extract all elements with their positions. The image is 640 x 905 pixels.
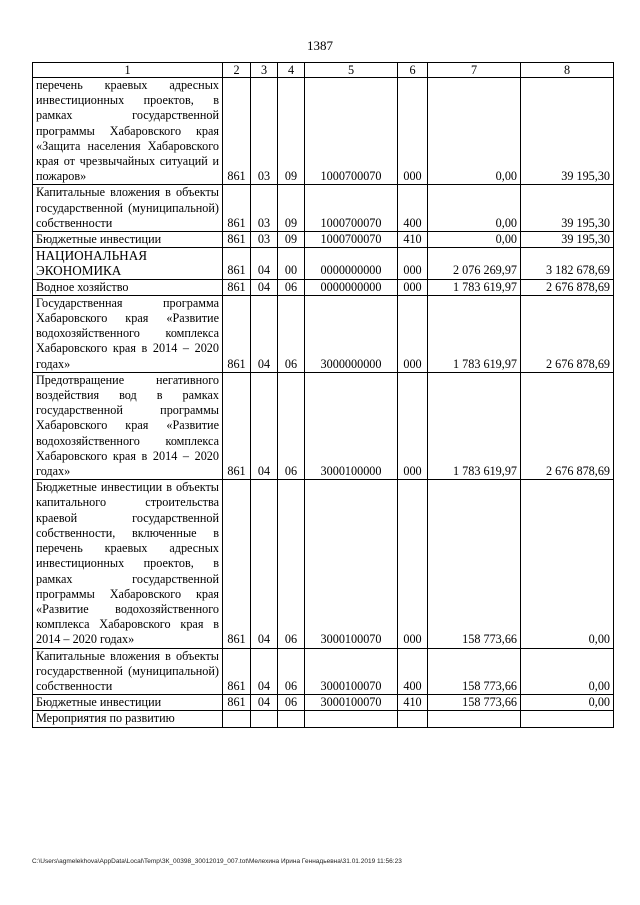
section-cell: 03 [251,185,278,232]
header-cell: 7 [428,63,521,78]
target-article-cell: 0000000000 [305,279,398,295]
section-cell: 04 [251,248,278,279]
footer-file-path: C:\Users\agmelekhova\AppData\Local\Temp\ЗК_00398_30012019_007.tot\Мелехина Ирина Геннадьевна\31.01.2019 11:56:23 [32,858,402,865]
target-article-cell: 3000100070 [305,695,398,711]
row-description: Капитальные вложения в объекты государственной (муниципальной) собственности [33,648,223,695]
header-cell: 6 [398,63,428,78]
header-cell: 1 [33,63,223,78]
table-row [33,78,614,185]
row-description: Капитальные вложения в объекты государственной (муниципальной) собственности [33,185,223,232]
table-row [33,372,614,479]
amount-col8-cell: 0,00 [521,480,614,648]
amount-col7-cell: 158 773,66 [428,648,521,695]
subsection-cell: 00 [278,248,305,279]
header-cell: 5 [305,63,398,78]
subsection-cell: 06 [278,695,305,711]
amount-col7-cell: 158 773,66 [428,695,521,711]
expense-type-cell: 410 [398,232,428,248]
target-article-cell [305,711,398,727]
amount-col7-cell: 1 783 619,97 [428,295,521,372]
header-cell: 4 [278,63,305,78]
subsection-cell: 06 [278,372,305,479]
amount-col8-cell: 0,00 [521,648,614,695]
table-row [33,279,614,295]
target-article-cell: 1000700070 [305,185,398,232]
subsection-cell: 09 [278,78,305,185]
subsection-cell: 09 [278,232,305,248]
section-cell: 04 [251,648,278,695]
subsection-cell: 09 [278,185,305,232]
budget-table [32,62,614,728]
expense-type-cell: 000 [398,295,428,372]
grbs-cell: 861 [223,232,251,248]
page-number: 1387 [307,38,333,53]
expense-type-cell: 000 [398,372,428,479]
subsection-cell: 06 [278,648,305,695]
table-row [33,232,614,248]
amount-col8-cell: 0,00 [521,695,614,711]
amount-col8-cell: 39 195,30 [521,78,614,185]
grbs-cell: 861 [223,480,251,648]
amount-col7-cell [428,711,521,727]
table-row [33,480,614,648]
expense-type-cell: 400 [398,648,428,695]
grbs-cell: 861 [223,78,251,185]
section-cell: 03 [251,232,278,248]
target-article-cell: 3000000000 [305,295,398,372]
amount-col8-cell: 39 195,30 [521,185,614,232]
amount-col7-cell: 1 783 619,97 [428,372,521,479]
amount-col7-cell: 2 076 269,97 [428,248,521,279]
section-cell: 04 [251,295,278,372]
row-description: Бюджетные инвестиции в объекты капитального строительства краевой государственной собственности, включенные в перечень краевых адресных инвестиционных проектов, в рамках государственной программы Хабаровского края «Развитие водохозяйственного комплекса Хабаровского края в 2014 – 2020 годах» [33,480,223,648]
grbs-cell: 861 [223,372,251,479]
section-cell: 03 [251,78,278,185]
row-description: НАЦИОНАЛЬНАЯ ЭКОНОМИКА [33,248,223,279]
grbs-cell [223,711,251,727]
target-article-cell: 0000000000 [305,248,398,279]
grbs-cell: 861 [223,185,251,232]
expense-type-cell [398,711,428,727]
header-cell: 2 [223,63,251,78]
table-row [33,248,614,279]
table-row [33,185,614,232]
amount-col8-cell [521,711,614,727]
section-cell: 04 [251,695,278,711]
row-description: перечень краевых адресных инвестиционных проектов, в рамках государственной программы Хабаровского края «Защита населения Хабаровского края от чрезвычайных ситуаций и пожаров» [33,78,223,185]
amount-col8-cell: 2 676 878,69 [521,295,614,372]
amount-col7-cell: 158 773,66 [428,480,521,648]
target-article-cell: 1000700070 [305,78,398,185]
target-article-cell: 3000100070 [305,648,398,695]
section-cell: 04 [251,372,278,479]
row-description: Бюджетные инвестиции [33,232,223,248]
row-description: Предотвращение негативного воздействия вод в рамках государственной программы Хабаровского края «Развитие водохозяйственного комплекса Хабаровского края в 2014 – 2020 годах» [33,372,223,479]
row-description: Мероприятия по развитию [33,711,223,727]
subsection-cell: 06 [278,295,305,372]
header-cell: 8 [521,63,614,78]
subsection-cell: 06 [278,480,305,648]
table-row [33,695,614,711]
amount-col7-cell: 1 783 619,97 [428,279,521,295]
amount-col7-cell: 0,00 [428,78,521,185]
expense-type-cell: 400 [398,185,428,232]
target-article-cell: 3000100070 [305,480,398,648]
table-row [33,711,614,727]
amount-col7-cell: 0,00 [428,185,521,232]
table-row [33,295,614,372]
expense-type-cell: 000 [398,78,428,185]
header-cell: 3 [251,63,278,78]
target-article-cell: 1000700070 [305,232,398,248]
expense-type-cell: 000 [398,248,428,279]
amount-col7-cell: 0,00 [428,232,521,248]
amount-col8-cell: 2 676 878,69 [521,279,614,295]
target-article-cell: 3000100000 [305,372,398,479]
amount-col8-cell: 2 676 878,69 [521,372,614,479]
grbs-cell: 861 [223,695,251,711]
row-description: Бюджетные инвестиции [33,695,223,711]
amount-col8-cell: 3 182 678,69 [521,248,614,279]
subsection-cell [278,711,305,727]
grbs-cell: 861 [223,648,251,695]
grbs-cell: 861 [223,279,251,295]
subsection-cell: 06 [278,279,305,295]
section-cell: 04 [251,279,278,295]
amount-col8-cell: 39 195,30 [521,232,614,248]
header-row [33,63,614,78]
table-row [33,648,614,695]
row-description: Водное хозяйство [33,279,223,295]
grbs-cell: 861 [223,295,251,372]
expense-type-cell: 000 [398,480,428,648]
expense-type-cell: 000 [398,279,428,295]
row-description: Государственная программа Хабаровского края «Развитие водохозяйственного комплекса Хабаровского края в 2014 – 2020 годах» [33,295,223,372]
grbs-cell: 861 [223,248,251,279]
section-cell [251,711,278,727]
expense-type-cell: 410 [398,695,428,711]
section-cell: 04 [251,480,278,648]
